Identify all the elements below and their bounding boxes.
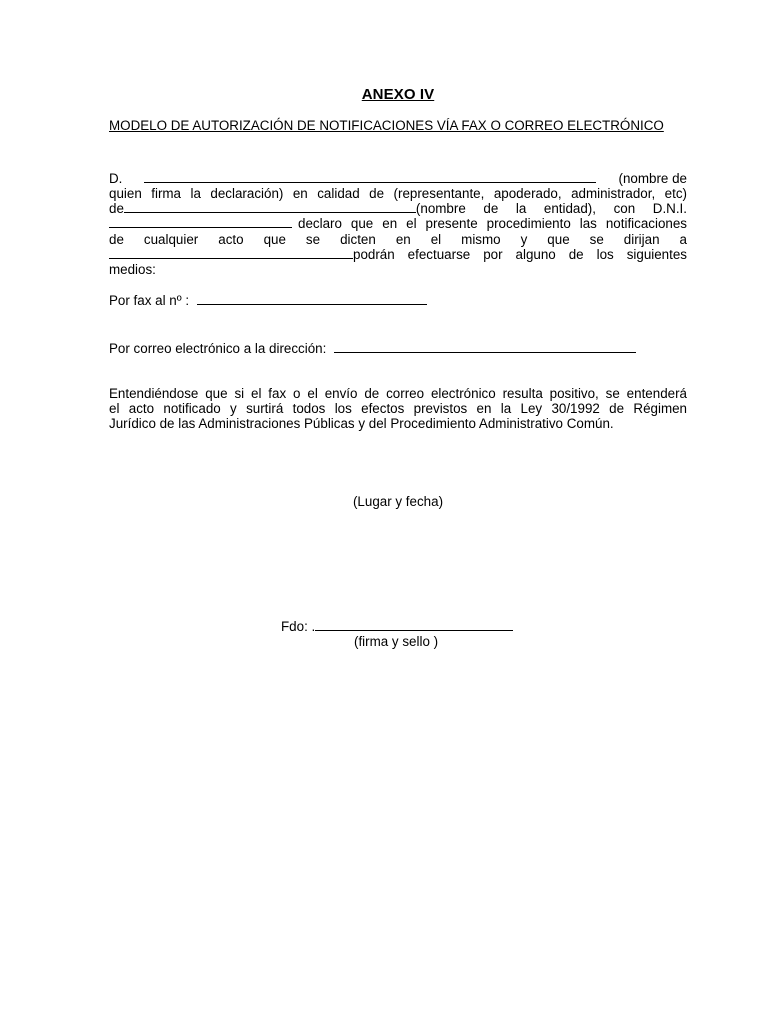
entity-prefix: de <box>109 201 124 216</box>
fax-row <box>109 293 427 308</box>
email-address-blank[interactable] <box>334 341 636 353</box>
signature-blank[interactable] <box>315 619 513 631</box>
entity-name-hint: (nombre de la entidad), con D.N.I. <box>415 201 687 216</box>
place-date-label: (Lugar y fecha) <box>352 494 444 509</box>
declaration-line-7: medios: <box>109 262 156 277</box>
fax-number-blank[interactable] <box>197 293 427 305</box>
signature-row <box>281 619 513 634</box>
dni-blank[interactable] <box>109 216 292 228</box>
declaration-line-2: quien firma la declaración) en calidad de (representante, apoderado, administrador, etc) <box>109 186 687 201</box>
declaration-line-3 <box>109 201 687 217</box>
declarant-name-hint: (nombre de <box>618 171 687 186</box>
document-title: ANEXO IV <box>361 86 435 103</box>
consequence-line-3: Jurídico de las Administraciones Públicas y del Procedimiento Administrativo Común. <box>109 416 614 431</box>
declaration-line-6 <box>109 247 687 263</box>
consequence-line-1: Entendiéndose que si el fax o el envío de correo electrónico resulta positivo, se entenderá <box>109 386 687 401</box>
email-label: Por correo electrónico a la dirección: <box>109 341 327 356</box>
declaration-statement: declaro que en el presente procedimiento las notificaciones <box>298 216 687 231</box>
signature-label: Fdo: . <box>281 619 316 634</box>
email-row <box>109 341 636 356</box>
declarant-prefix: D. <box>109 171 123 186</box>
addressee-blank[interactable] <box>109 247 353 259</box>
fax-label: Por fax al nº : <box>109 293 190 308</box>
declaration-line-5: de cualquier acto que se dicten en el mismo y que se dirijan a <box>109 232 687 247</box>
document-subtitle: MODELO DE AUTORIZACIÓN DE NOTIFICACIONES VÍA FAX O CORREO ELECTRÓNICO <box>109 118 664 133</box>
entity-name-blank[interactable] <box>124 201 416 213</box>
signature-caption: (firma y sello ) <box>354 634 439 649</box>
consequence-line-2: el acto notificado y surtirá todos los efectos previstos en la Ley 30/1992 de Régimen <box>109 401 687 416</box>
declarant-name-blank[interactable] <box>144 171 596 183</box>
declaration-means: podrán efectuarse por alguno de los siguientes <box>353 247 687 262</box>
declaration-line-1 <box>109 171 687 187</box>
declaration-line-4 <box>109 216 687 232</box>
